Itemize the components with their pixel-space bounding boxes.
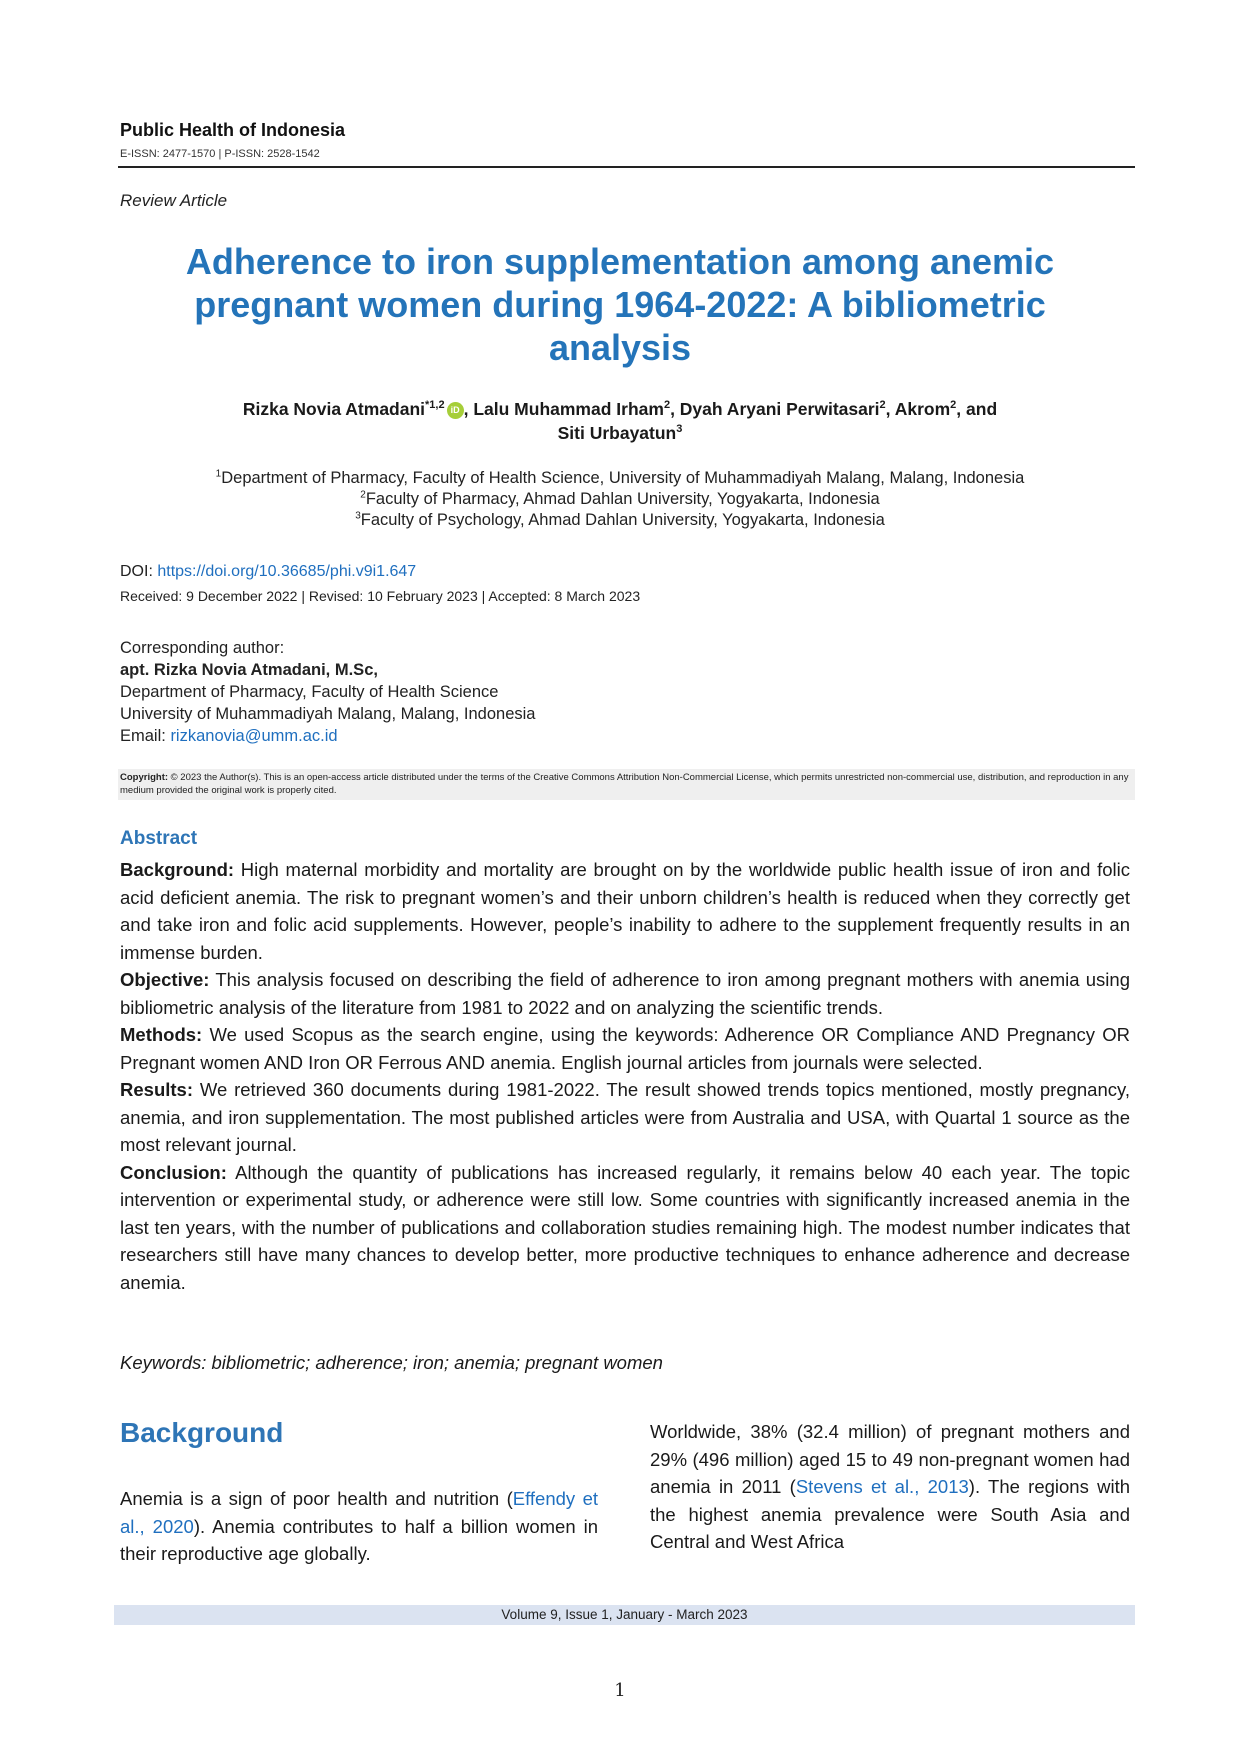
background-left-column: Anemia is a sign of poor health and nutrition (Effendy et al., 2020). Anemia contributes to half a billion women in their reproductive age globally. — [120, 1488, 598, 1564]
author-name[interactable]: Rizka Novia Atmadani — [242, 399, 426, 419]
affiliation-line: $^1$Department of Pharmacy, Faculty of Health Science, University of Muhammadiyah Malang, Malang, Indonesia — [215, 468, 1025, 487]
author-name[interactable]: Dyah Aryani Perwitasari — [679, 399, 880, 419]
corresponding-label: Corresponding author: — [120, 639, 285, 657]
corresponding-author — [120, 637, 535, 747]
author-affil-sup: 2 — [663, 399, 671, 412]
page-number: 1 — [614, 1680, 626, 1701]
citation-link[interactable]: Stevens et al., 2013 — [795, 1476, 969, 1497]
authors-conjunction: , and — [956, 399, 998, 419]
copyright-notice: Copyright: © 2023 the Author(s). This is an open-access article distributed under the terms of the Creative Commons Attribution Non-Commercial License, which permits unrestricted non-commercial use, distribution, and reproduction in any medium provided the original work is properly cited. — [118, 769, 1135, 800]
affiliations — [140, 468, 1100, 531]
issn-line: E-ISSN: 2477-1570 | P-ISSN: 2528-1542 — [120, 148, 320, 160]
abstract-objective: Objective: This analysis focused on describing the field of adherence to iron among pregnant mothers with anemia using bibliometric analysis of the literature from 1981 to 2022 and on analyzing the scientific trends. — [120, 969, 1130, 1018]
issue-footer: Volume 9, Issue 1, January - March 2023 — [114, 1605, 1135, 1625]
abstract-background: Background: High maternal morbidity and mortality are brought on by the worldwide public health issue of iron and folic acid deficient anemia. The risk to pregnant women’s and their unborn children’s health is reduced when they correctly get and take iron and folic acid supplements. However, people’s inability to adhere to the supplement frequently results in an immense burden. — [120, 859, 1130, 963]
abstract-methods: Methods: We used Scopus as the search engine, using the keywords: Adherence OR Compliance AND Pregnancy OR Pregnant women AND Iron OR Ferrous AND anemia. English journal articles from journals were selected. — [120, 1024, 1130, 1073]
article-type: Review Article — [120, 191, 228, 210]
author-name[interactable]: Siti Urbayatun — [557, 423, 677, 443]
doi-label: DOI: — [120, 563, 158, 580]
abstract-results: Results: We retrieved 360 documents during 1981-2022. The result showed trends topics mentioned, mostly pregnancy, anemia, and iron supplementation. The most published articles were from Australia and USA, with Quartal 1 source as the most relevant journal. — [120, 1079, 1130, 1155]
journal-name: Public Health of Indonesia — [120, 120, 346, 140]
email-link[interactable]: rizkanovia@umm.ac.id — [170, 727, 338, 745]
background-heading: Background — [120, 1417, 284, 1448]
corresponding-univ: University of Muhammadiyah Malang, Malang, Indonesia — [120, 705, 536, 723]
author-name[interactable]: Akrom — [894, 399, 951, 419]
abstract-heading: Abstract — [120, 828, 198, 849]
corresponding-name: apt. Rizka Novia Atmadani, M.Sc, — [120, 661, 378, 679]
doi-link[interactable]: https://doi.org/10.36685/phi.v9i1.647 — [157, 563, 417, 580]
orcid-icon[interactable]: iD — [447, 402, 464, 419]
abstract-body — [120, 856, 1130, 1296]
author-affil-sup: 2 — [879, 399, 886, 412]
corresponding-dept: Department of Pharmacy, Faculty of Health Science — [120, 683, 499, 701]
citation-link[interactable]: Effendy et al., 2020 — [120, 1488, 598, 1537]
publication-dates: Received: 9 December 2022 | Revised: 10 February 2023 | Accepted: 8 March 2023 — [120, 588, 641, 604]
background-right-column: Worldwide, 38% (32.4 million) of pregnant mothers and 29% (496 million) aged 15 to 49 non-pregnant women had anemia in 2011 (Stevens et al., 2013). The regions with the highest anemia prevalence were South Asia and Central and West Africa — [650, 1421, 1131, 1552]
author-affil-sup: *1,2 — [425, 399, 445, 412]
author-affil-sup: 2 — [950, 399, 957, 412]
affiliation-line: $^3$Faculty of Psychology, Ahmad Dahlan University, Yogyakarta, Indonesia — [355, 510, 885, 529]
header-divider — [118, 166, 1135, 168]
abstract-conclusion: Conclusion: Although the quantity of publications has increased regularly, it remains below 40 each year. The topic intervention or experimental study, or adherence were still low. Some countries with significantly increased anemia in the last ten years, with the number of publications and collaboration studies remaining high. The modest number indicates that researchers still have many chances to develop better, more productive techniques to enhance adherence and decrease anemia. — [120, 1161, 1130, 1293]
corresponding-email-line: Email: rizkanovia@umm.ac.id — [120, 727, 338, 745]
author-name[interactable]: Lalu Muhammad Irham — [473, 399, 664, 419]
keywords: Keywords: bibliometric; adherence; iron; anemia; pregnant women — [120, 1352, 663, 1373]
author-affil-sup: 3 — [676, 423, 683, 436]
doi-line — [120, 563, 416, 581]
paper-title: Adherence to iron supplementation among anemic pregnant women during 1964-2022: A bibliometric analysis — [185, 241, 1055, 368]
affiliation-line: $^2$Faculty of Pharmacy, Ahmad Dahlan University, Yogyakarta, Indonesia — [360, 489, 880, 508]
author-list: Rizka Novia Atmadani$^{*1,2}$ iD , Lalu Muhammad Irham$^2$, Dyah Aryani Perwitasari$^2$, Akrom$^2$, and Siti Urbayatun$^3$ — [242, 399, 998, 443]
